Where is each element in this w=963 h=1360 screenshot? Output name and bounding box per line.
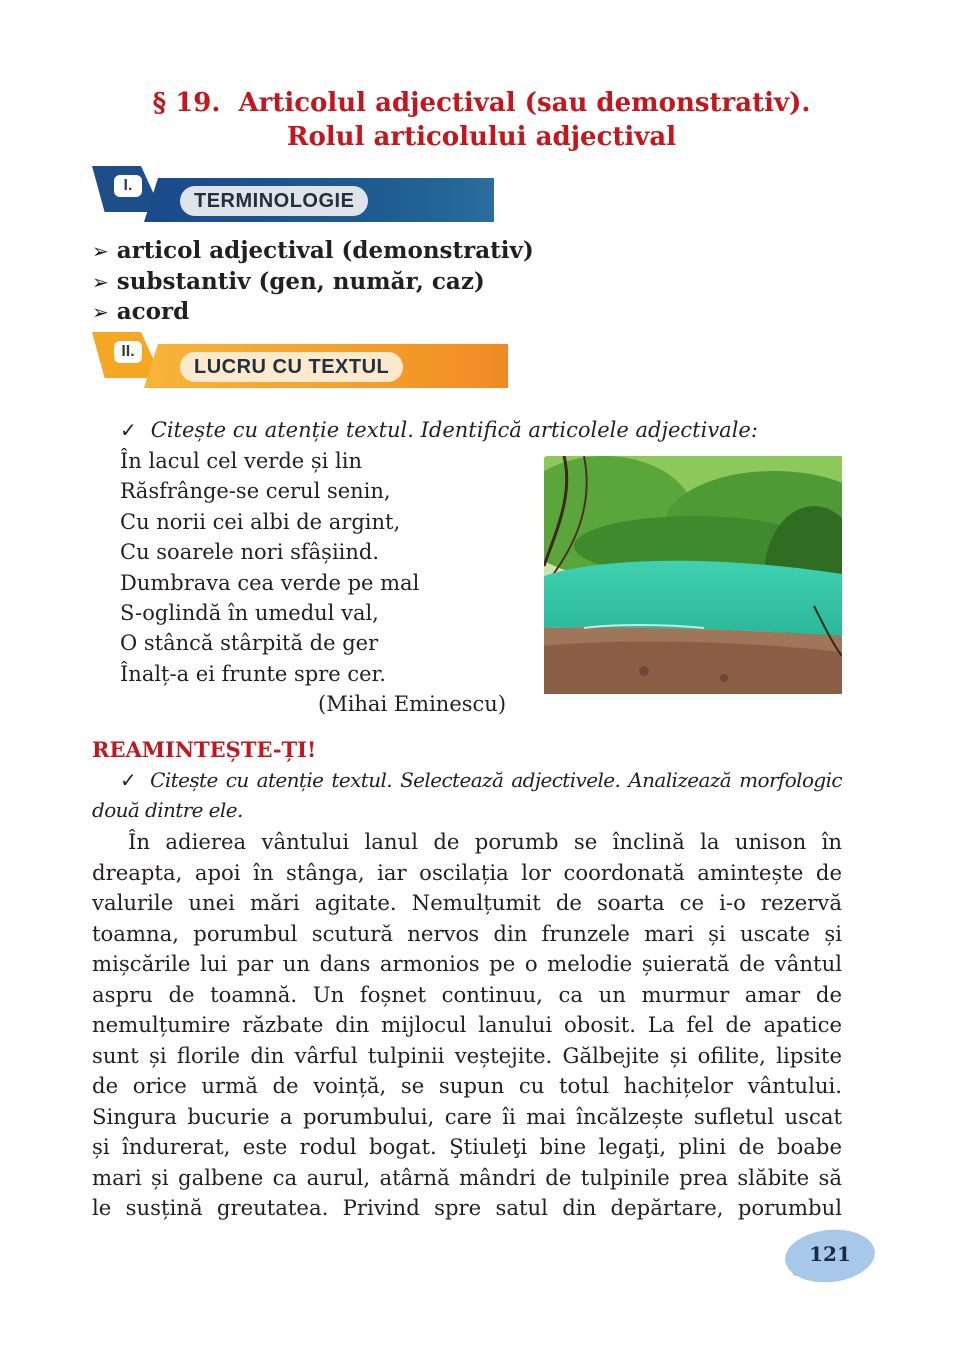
paragraph-line: În adierea vântului lanul de porumb se înclină la unison în [128, 829, 842, 854]
poem-line: Înalț-a ei frunte spre cer. [120, 661, 386, 686]
paragraph-line: sunt și florile din vârful tulpinii veștejite. Gălbejite și ofilite, lipsite [92, 1042, 842, 1068]
title-line-2: Rolul articolului adjectival [286, 122, 677, 152]
paragraph-line: mișcările lui par un dans armonios pe o melodie șuierată de vântul [92, 951, 842, 976]
paragraph-line: Singura bucurie a porumbului, care îi mai încălzește sufletul uscat [92, 1103, 842, 1129]
terminology-list [92, 236, 534, 328]
arrow-bullet-icon: ➢ [92, 300, 109, 324]
lake-photo-illustration [544, 456, 842, 694]
paragraph-line: toamna, porumbul scutură nervos din frunzele mari și uscate și [92, 920, 842, 946]
banner-number: I. [114, 175, 142, 197]
page-title [0, 86, 963, 154]
banner-number: II. [114, 341, 142, 363]
term-text: articol adjectival (demonstrativ) [116, 237, 534, 264]
instruction-2 [92, 765, 842, 825]
section-number: § 19. [152, 88, 221, 118]
page-number-badge [785, 1230, 875, 1282]
term-item [92, 236, 534, 267]
instruction-1 [120, 414, 758, 446]
lake-photo [544, 456, 842, 694]
paragraph-line: valurile unei mări agitate. Nemulțumit de soarta ce i-o rezervă [92, 890, 842, 915]
paragraph-line: le susțină greutatea. Privind spre satul din depărtare, porumbul [92, 1195, 842, 1220]
banner-label: LUCRU CU TEXTUL [180, 352, 403, 382]
poem [120, 446, 419, 689]
term-item [92, 267, 534, 298]
instruction-text: Citește cu atenție textul. Selectează adjectivele. Analizează morfologic două dintre ele. [92, 768, 842, 822]
reminder-heading: REAMINTEȘTE-ȚI! [92, 737, 317, 762]
paragraph-line: mari și galbene ca aurul, atârnă mândri de tulpinile prea slăbite să [92, 1164, 842, 1190]
poem-line: O stâncă stârpită de ger [120, 631, 379, 656]
paragraph-line: aspru de toamnă. Un foșnet continuu, ca un murmur amar de [92, 981, 842, 1007]
title-text-1: Articolul adjectival (sau demonstrativ). [238, 88, 811, 118]
reading-paragraph [92, 827, 842, 1224]
poem-line: Răsfrânge-se cerul senin, [120, 479, 391, 504]
banner-label: TERMINOLOGIE [180, 186, 368, 216]
checkmark-icon: ✓ [120, 768, 137, 792]
term-text: acord [116, 298, 190, 325]
poem-line: În lacul cel verde și lin [120, 449, 362, 473]
paragraph-line: de orice urmă de voință, se supun cu totul hachițelor vântului. [92, 1073, 842, 1098]
poem-author: (Mihai Eminescu) [318, 692, 507, 716]
paragraph-line: dreapta, apoi în stânga, iar oscilația lor coordonată amintește de [92, 859, 842, 885]
title-line-1 [0, 86, 963, 120]
checkmark-icon: ✓ [120, 418, 137, 442]
term-text: substantiv (gen, număr, caz) [116, 267, 485, 295]
term-item [92, 297, 534, 328]
paragraph-line: nemulțumire răzbate din mijlocul lanului obosit. La fel de apatice [92, 1012, 842, 1037]
poem-line: Dumbrava cea verde pe mal [120, 570, 420, 595]
paragraph-line: și îndurerat, este rodul bogat. Ştiuleţi bine legaţi, plini de boabe [92, 1134, 842, 1159]
poem-line: Cu soarele nori sfâșiind. [120, 540, 380, 565]
poem-line: S-oglindă în umedul val, [120, 601, 379, 626]
instruction-text: Citește cu atenție textul. Identifică articolele adjectivale: [150, 418, 758, 442]
poem-line: Cu norii cei albi de argint, [120, 509, 401, 534]
page-number: 121 [809, 1242, 851, 1266]
arrow-bullet-icon: ➢ [92, 239, 109, 263]
arrow-bullet-icon: ➢ [92, 269, 109, 294]
